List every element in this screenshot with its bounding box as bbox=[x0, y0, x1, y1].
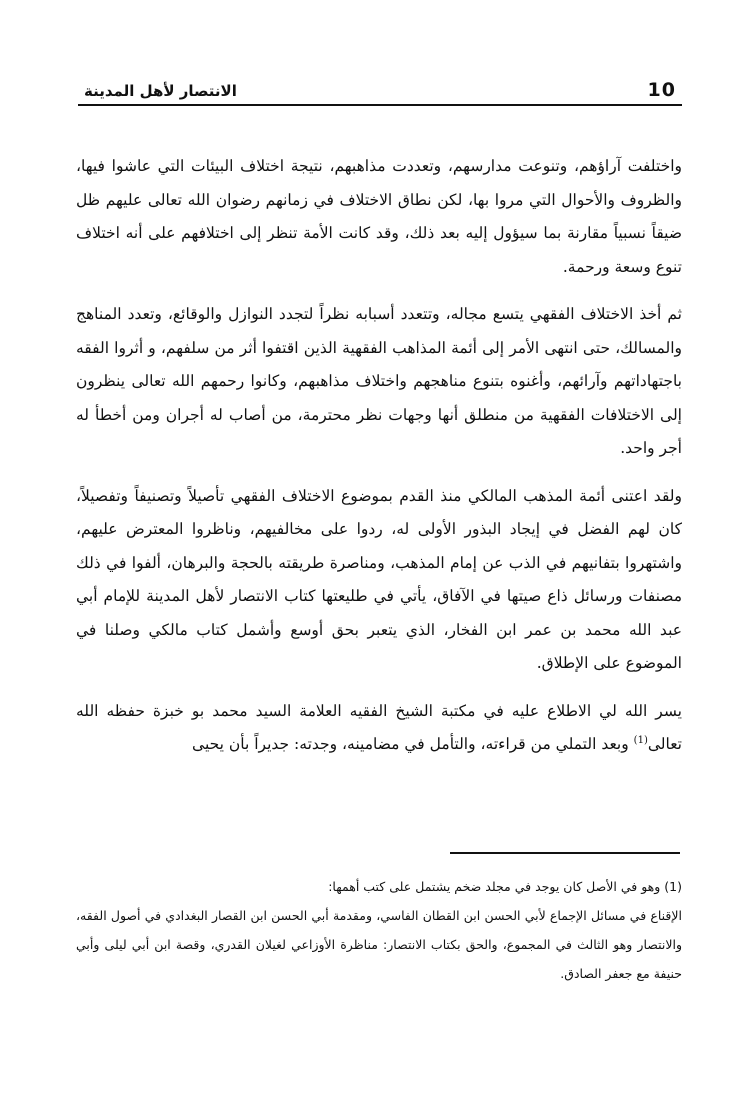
footnote-reference: (1) bbox=[633, 734, 648, 746]
page-header bbox=[78, 70, 682, 106]
footnote-1-body: الإقناع في مسائل الإجماع لأبي الحسن ابن القطان الفاسي، ومقدمة أبي الحسن ابن القصار البغدادي في أصول الفقه، والانتصار وهو الثالث في المجموع، والحق بكتاب الانتصار: مناظرة الأوزاعي لغيلان القدري، وقصة ابن أبي ليلى وأبي حنيفة مع جعفر الصادق. bbox=[76, 908, 682, 981]
running-title: الانتصار لأهل المدينة bbox=[84, 82, 237, 100]
page-number: 10 bbox=[647, 79, 676, 101]
paragraph-1: واختلفت آراؤهم، وتنوعت مدارسهم، وتعددت مذاهبهم، نتيجة اختلاف البيئات التي عاشوا فيها، والظروف والأحوال التي مروا بها، لكن نطاق الاختلاف في زمانهم رضوان الله تعالى عليهم ظل ضيقاً نسبياً مقارنة بما سيؤول إليه بعد ذلك، وقد كانت الأمة تنظر إلى اختلافهم على أنه اختلاف تنوع وسعة ورحمة. bbox=[76, 157, 682, 276]
footnote-divider bbox=[450, 852, 680, 854]
footnote-1-intro: (1) وهو في الأصل كان يوجد في مجلد ضخم يشتمل على كتب أهمها: bbox=[328, 879, 682, 894]
footnotes bbox=[76, 872, 682, 988]
main-text bbox=[76, 150, 682, 762]
paragraph-2: ثم أخذ الاختلاف الفقهي يتسع مجاله، وتتعدد أسبابه نظراً لتجدد النوازل والوقائع، وتعدد المناهج والمسالك، حتى انتهى الأمر إلى أئمة المذاهب الفقهية الذين اقتفوا أثر من سلفهم، و أثروا الفقه باجتهاداتهم وآرائهم، وأغنوه بتنوع مناهجهم واختلاف مذاهبهم، وكانوا رحمهم الله تعالى ينظرون إلى الاختلافات الفقهية من منطلق أنها وجهات نظر محترمة، من أصاب له أجران ومن أخطأ له أجر واحد. bbox=[76, 305, 682, 457]
paragraph-4-text-start: يسر الله لي الاطلاع عليه في مكتبة الشيخ الفقيه العلامة السيد محمد بو خبزة حفظه الله تعالى bbox=[76, 701, 682, 753]
paragraph-4-text-end: وبعد التملي من قراءته، والتأمل في مضامينه، وجدته: جديراً بأن يحيى bbox=[192, 735, 634, 753]
paragraph-3: ولقد اعتنى أئمة المذهب المالكي منذ القدم بموضوع الاختلاف الفقهي تأصيلاً وتصنيفاً وتفصيلاً، كان لهم الفضل في إيجاد البذور الأولى له، ردوا على مخالفيهم، وناظروا المعترض عليهم، واشتهروا بتفانيهم في الذب عن إمام المذهب، ومناصرة طريقته بالحجة والبرهان، ألفوا في ذلك مصنفات ورسائل ذاع صيتها في الآفاق، يأتي في طليعتها كتاب الانتصار لأهل المدينة للإمام أبي عبد الله محمد بن عمر ابن الفخار، الذي يتعبر بحق أوسع وأشمل كتاب مالكي وصلنا في الموضوع على الإطلاق. bbox=[76, 486, 682, 672]
paragraph-4 bbox=[76, 695, 682, 762]
